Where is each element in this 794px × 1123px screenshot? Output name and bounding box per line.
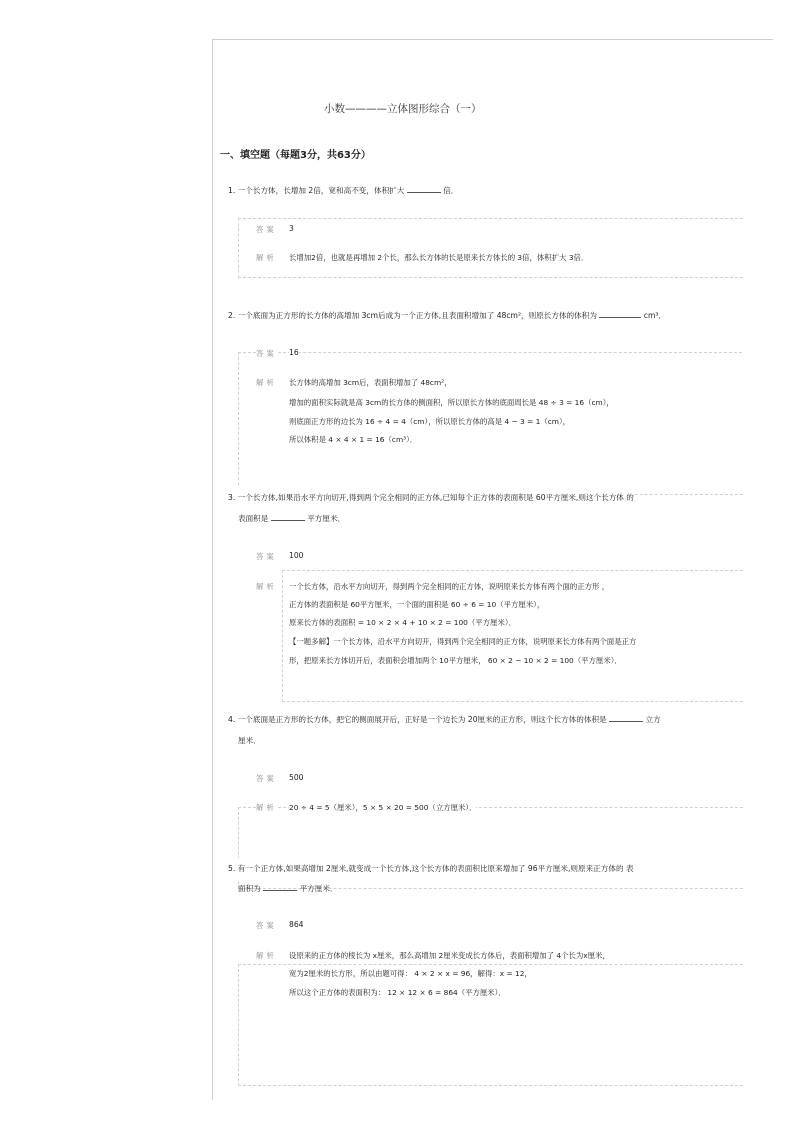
analysis-label: 解析 — [256, 378, 277, 387]
answer-box — [238, 218, 743, 278]
question-4-line2 — [238, 730, 261, 751]
analysis-line: 正方体的表面积是 60平方厘米，一个面的面积是 60 ÷ 6 = 10（平方厘米）， — [289, 600, 545, 609]
question-3 — [228, 487, 634, 508]
answer-value: 16 — [289, 348, 299, 357]
answer-blank — [599, 309, 641, 318]
document-title: 小数————立体图形综合（一） — [324, 103, 482, 115]
answer-label: 答案 — [256, 552, 277, 561]
question-text: 厘米． — [238, 736, 261, 745]
analysis-label: 解析 — [256, 803, 277, 812]
answer-label: 答案 — [256, 225, 277, 234]
analysis-line: 长增加2倍，也就是再增加 2个长，那么长方体的长是原来长方体长的 3倍，体积扩大 3倍． — [289, 253, 589, 262]
question-5 — [228, 858, 634, 879]
question-4 — [228, 709, 661, 730]
answer-value: 3 — [289, 224, 294, 233]
answer-value: 864 — [289, 920, 304, 929]
answer-blank — [407, 184, 441, 193]
question-text: 4. 一个底面是正方形的长方体，把它的侧面展开后，正好是一个边长为 20厘米的正方形，则这个长方体的体积是 — [228, 715, 607, 724]
question-text: 2. 一个底面为正方形的长方体的高增加 3cm后成为一个正方体,且表面积增加了 48cm²，则原长方体的体积为 — [228, 311, 597, 320]
question-5-line2 — [238, 878, 338, 899]
analysis-line: 设原来的正方体的棱长为 x厘米，那么高增加 2厘米变成长方体后，表面积增加了 4个长为x厘米， — [289, 951, 610, 960]
answer-value: 100 — [289, 551, 304, 560]
question-text-after: 平方厘米． — [299, 884, 338, 893]
answer-blank — [263, 882, 297, 891]
question-text: 面积为 — [238, 884, 261, 893]
analysis-label: 解析 — [256, 951, 277, 960]
section-heading: 一、填空题（每题3分，共63分） — [220, 150, 371, 161]
question-text-after: 平方厘米． — [307, 514, 346, 523]
question-2 — [228, 305, 666, 326]
question-text-after: cm³． — [643, 311, 666, 320]
analysis-label: 解析 — [256, 582, 277, 591]
answer-label: 答案 — [256, 921, 277, 930]
question-3-line2 — [238, 508, 345, 529]
question-text: 5. 有一个正方体,如果高增加 2厘米,就变成一个长方体,这个长方体的表面积比原来增加了 96平方厘米,则原来正方体的 表 — [228, 864, 634, 873]
analysis-line: 宽为2厘米的长方形，所以由题可得： 4 × 2 × x = 96，解得：x = 12， — [289, 969, 532, 978]
analysis-line: 20 ÷ 4 = 5（厘米），5 × 5 × 20 = 500（立方厘米）． — [289, 803, 477, 812]
question-text-after: 倍． — [443, 186, 459, 195]
answer-blank — [271, 512, 305, 521]
question-1 — [228, 180, 458, 201]
analysis-line: 所以体积是 4 × 4 × 1 = 16（cm³）． — [289, 435, 418, 444]
analysis-line: 长方体的高增加 3cm后，表面积增加了 48cm²， — [289, 378, 452, 387]
analysis-line: 则底面正方形的边长为 16 ÷ 4 = 4（cm），所以原长方体的高是 4 − 3 = 1（cm）， — [289, 417, 571, 426]
analysis-line: 增加的面积实际就是高 3cm的长方体的侧面积，所以原长方体的底面周长是 48 ÷ 3 = 16（cm）， — [289, 398, 614, 407]
analysis-label: 解析 — [256, 253, 277, 262]
question-text: 1. 一个长方体，长增加 2倍，宽和高不变，体积扩大 — [228, 186, 405, 195]
answer-box — [238, 964, 743, 1086]
question-text-after: 立方 — [645, 715, 661, 724]
analysis-line: 一个长方体，沿水平方向切开，得到两个完全相同的正方体，说明原来长方体有两个面的正方形 ， — [289, 582, 610, 591]
answer-blank — [609, 713, 643, 722]
answer-label: 答案 — [256, 774, 277, 783]
answer-label: 答案 — [256, 349, 277, 358]
analysis-line: 【一题多解】一个长方体，沿水平方向切开，得到两个完全相同的正方体，说明原来长方体有两个面是正方 — [289, 637, 637, 646]
analysis-line: 原来长方体的表面积 = 10 × 2 × 4 + 10 × 2 = 100（平方厘米）． — [289, 618, 516, 627]
question-text: 表面积是 — [238, 514, 269, 523]
analysis-line: 所以这个正方体的表面积为： 12 × 12 × 6 = 864（平方厘米）． — [289, 988, 506, 997]
analysis-line: 形，把原来长方体切开后，表面积会增加两个 10平方厘米， 60 × 2 − 10 × 2 = 100（平方厘米）． — [289, 656, 622, 665]
question-text: 3. 一个长方体,如果沿水平方向切开,得到两个完全相同的正方体,已知每个正方体的表面积是 60平方厘米,则这个长方体 的 — [228, 493, 634, 502]
answer-value: 500 — [289, 773, 304, 782]
